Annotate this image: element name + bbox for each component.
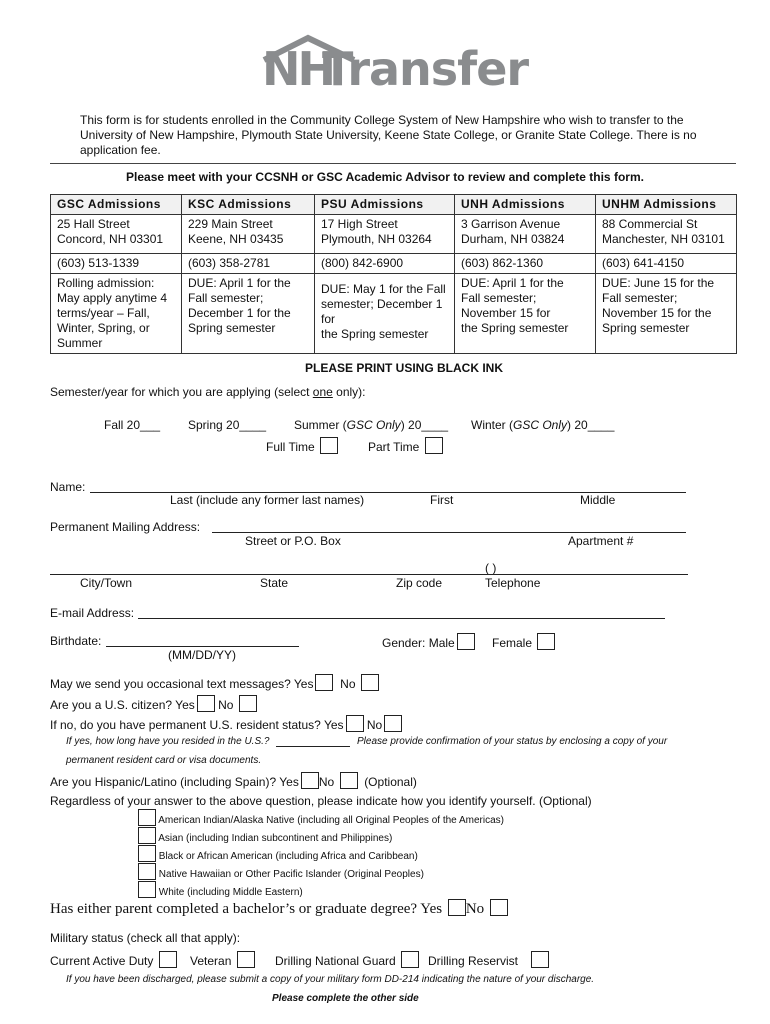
street-caption: Street or P.O. Box xyxy=(245,534,341,548)
male-checkbox[interactable] xyxy=(457,633,475,650)
deadline-cell: Rolling admission: May apply anytime 4 terms/year – Fall, Winter, Spring, or Summer xyxy=(51,274,182,354)
citizen-yes-checkbox[interactable] xyxy=(197,695,215,712)
header-ksc: KSC Admissions xyxy=(182,195,315,215)
name-label: Name: xyxy=(50,480,86,494)
birthdate-format: (MM/DD/YY) xyxy=(168,648,236,662)
veteran-checkbox[interactable] xyxy=(237,951,255,968)
admissions-table xyxy=(50,194,737,354)
race-checkbox[interactable] xyxy=(138,809,156,826)
discharge-note: If you have been discharged, please submit a copy of your military form DD-214 indicating the nature of your discharge. xyxy=(66,974,595,985)
fall-option[interactable]: Fall 20___ xyxy=(104,418,161,432)
divider xyxy=(50,163,736,164)
semester-question: Semester/year for which you are applying (select one only): xyxy=(50,385,366,399)
phone-cell: (603) 358-2781 xyxy=(182,254,315,274)
resident-no-checkbox[interactable] xyxy=(384,715,402,732)
race-option-pacific-islander: Native Hawaiian or Other Pacific Islander (Original Peoples) xyxy=(136,863,424,880)
race-checkbox[interactable] xyxy=(138,845,156,862)
military-national-guard: Drilling National Guard xyxy=(275,951,419,968)
phone-cell: (603) 513-1339 xyxy=(51,254,182,274)
telephone-caption: Telephone xyxy=(485,576,541,590)
part-time-option: Part Time xyxy=(368,437,443,454)
state-caption: State xyxy=(260,576,289,590)
header-unhm: UNHM Admissions xyxy=(596,195,737,215)
address-cell: 17 High Street Plymouth, NH 03264 xyxy=(315,215,455,254)
military-active-duty: Current Active Duty xyxy=(50,951,177,968)
header-gsc: GSC Admissions xyxy=(51,195,182,215)
active-duty-checkbox[interactable] xyxy=(159,951,177,968)
table-header-row xyxy=(51,195,737,215)
phone-cell: (603) 862-1360 xyxy=(455,254,596,274)
nh-transfer-logo xyxy=(258,34,548,100)
table-row xyxy=(51,254,737,274)
texts-no-checkbox[interactable] xyxy=(361,674,379,691)
birthdate-label: Birthdate: xyxy=(50,634,102,648)
residence-duration-field[interactable] xyxy=(276,734,350,747)
gender-female: Female xyxy=(492,633,555,650)
email-field[interactable] xyxy=(138,604,665,619)
residence-confirmation-note: Please provide confirmation of your status by enclosing a copy of your xyxy=(357,736,668,747)
race-option-asian: Asian (including Indian subcontinent and Philippines) xyxy=(136,827,392,844)
deadline-cell: DUE: April 1 for the Fall semester; November 15 for the Spring semester xyxy=(455,274,596,354)
parent-no-checkbox[interactable] xyxy=(490,899,508,916)
residence-duration-question: If yes, how long have you resided in the U.S.? xyxy=(66,736,270,747)
table-row xyxy=(51,274,737,354)
table-row xyxy=(51,215,737,254)
address-cell: 25 Hall Street Concord, NH 03301 xyxy=(51,215,182,254)
deadline-cell: DUE: April 1 for the Fall semester; December 1 for the Spring semester xyxy=(182,274,315,354)
name-middle-caption: Middle xyxy=(580,493,616,507)
national-guard-checkbox[interactable] xyxy=(401,951,419,968)
deadline-cell: DUE: June 15 for the Fall semester; November 15 for the Spring semester xyxy=(596,274,737,354)
spring-option[interactable]: Spring 20____ xyxy=(188,418,267,432)
military-label: Military status (check all that apply): xyxy=(50,931,241,945)
full-time-checkbox[interactable] xyxy=(320,437,338,454)
winter-option[interactable]: Winter (GSC Only) 20____ xyxy=(471,418,615,432)
hispanic-yes-checkbox[interactable] xyxy=(301,772,319,789)
intro-text: This form is for students enrolled in the Community College System of New Hampshire who wish to transfer to the University of New Hampshire, Plymouth State University, Keene State College, or Granite State College. There is no application fee. xyxy=(80,113,697,157)
resident-question: If no, do you have permanent U.S. resident status? Yes No xyxy=(50,715,402,732)
full-time-option: Full Time xyxy=(266,437,338,454)
birthdate-field[interactable] xyxy=(106,632,299,647)
advisor-note: Please meet with your CCSNH or GSC Academic Advisor to review and complete this form. xyxy=(126,170,644,184)
race-checkbox[interactable] xyxy=(138,827,156,844)
street-field[interactable] xyxy=(212,518,686,533)
address-cell: 229 Main Street Keene, NH 03435 xyxy=(182,215,315,254)
email-label: E-mail Address: xyxy=(50,606,135,620)
footer-note: Please complete the other side xyxy=(272,993,419,1004)
name-first-caption: First xyxy=(430,493,454,507)
city-state-zip-field[interactable] xyxy=(50,561,688,575)
hispanic-no-checkbox[interactable] xyxy=(340,772,358,789)
residence-documents-note: permanent resident card or visa documents. xyxy=(66,755,262,766)
name-last-caption: Last (include any former last names) xyxy=(170,493,365,507)
phone-area-parens: ( ) xyxy=(485,561,497,575)
deadline-cell: DUE: May 1 for the Fall semester; December 1 for the Spring semester xyxy=(315,274,455,354)
city-caption: City/Town xyxy=(80,576,133,590)
header-unh: UNH Admissions xyxy=(455,195,596,215)
header-psu: PSU Admissions xyxy=(315,195,455,215)
logo-word: Transfer xyxy=(322,42,529,96)
address-cell: 88 Commercial St Manchester, NH 03101 xyxy=(596,215,737,254)
summer-option[interactable]: Summer (GSC Only) 20____ xyxy=(294,418,449,432)
race-checkbox[interactable] xyxy=(138,863,156,880)
female-checkbox[interactable] xyxy=(537,633,555,650)
parent-yes-checkbox[interactable] xyxy=(448,899,466,916)
logo-nh: NH xyxy=(262,42,333,96)
zip-caption: Zip code xyxy=(396,576,443,590)
race-checkbox[interactable] xyxy=(138,881,156,898)
texts-yes-checkbox[interactable] xyxy=(315,674,333,691)
reservist-checkbox[interactable] xyxy=(531,951,549,968)
address-cell: 3 Garrison Avenue Durham, NH 03824 xyxy=(455,215,596,254)
name-field[interactable] xyxy=(90,478,686,493)
race-option-american-indian: American Indian/Alaska Native (including all Original Peoples of the Americas) xyxy=(136,809,504,826)
gender-male: Gender: Male xyxy=(382,633,475,650)
military-veteran: Veteran xyxy=(190,951,255,968)
phone-cell: (603) 641-4150 xyxy=(596,254,737,274)
hispanic-question: Are you Hispanic/Latino (including Spain)? Yes No (Optional) xyxy=(50,772,417,789)
race-option-black: Black or African American (including Africa and Caribbean) xyxy=(136,845,418,862)
apartment-caption: Apartment # xyxy=(568,534,634,548)
text-messages-question: May we send you occasional text messages? Yes No xyxy=(50,674,379,691)
print-ink-instruction: PLEASE PRINT USING BLACK INK xyxy=(305,361,504,375)
citizen-no-checkbox[interactable] xyxy=(239,695,257,712)
address-label: Permanent Mailing Address: xyxy=(50,520,201,534)
parent-degree-question: Has either parent completed a bachelor’s or graduate degree? Yes No xyxy=(50,899,508,918)
military-reservist: Drilling Reservist xyxy=(428,951,549,968)
race-option-white: White (including Middle Eastern) xyxy=(136,881,303,898)
part-time-checkbox[interactable] xyxy=(425,437,443,454)
citizen-question: Are you a U.S. citizen? Yes No xyxy=(50,695,257,712)
phone-cell: (800) 842-6900 xyxy=(315,254,455,274)
identify-question: Regardless of your answer to the above question, please indicate how you identify yourself. (Optional) xyxy=(50,794,592,808)
resident-yes-checkbox[interactable] xyxy=(346,715,364,732)
